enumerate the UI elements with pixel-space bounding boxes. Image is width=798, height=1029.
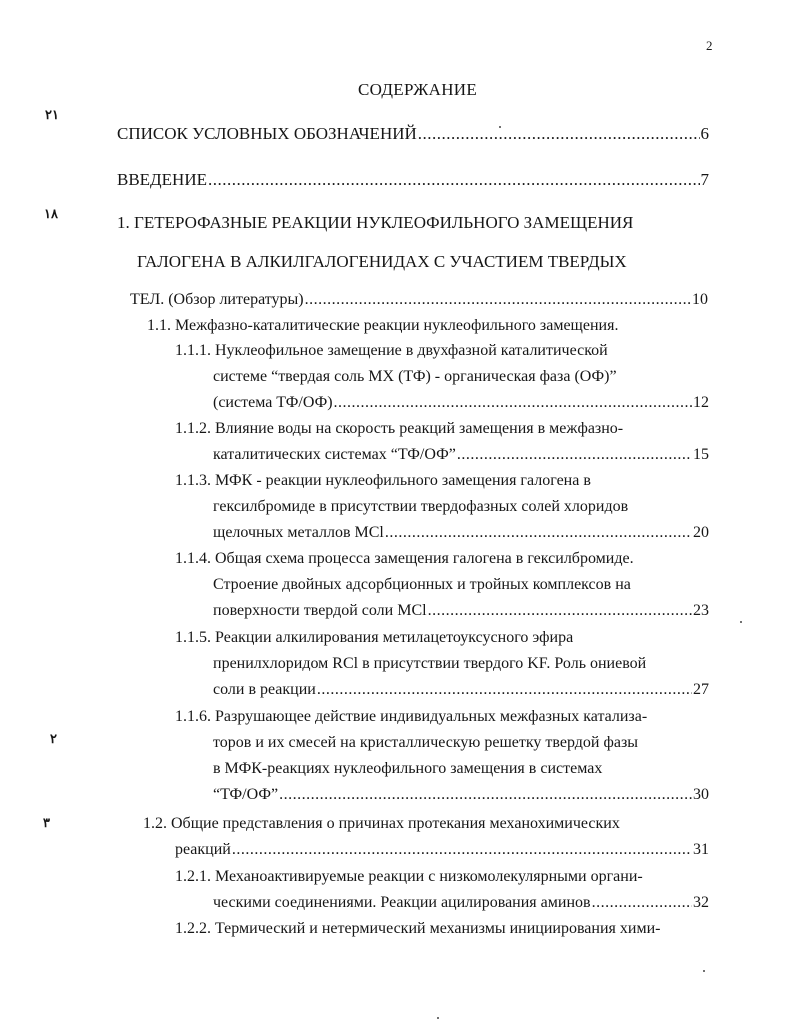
- scan-speck: [499, 126, 501, 128]
- toc-entry-1-1-5: [213, 681, 709, 699]
- toc-entry-line: 1.2. Общие представления о причинах протекания механохимических: [143, 815, 620, 832]
- toc-entry-line: 1.2.1. Механоактивируемые реакции с низкомолекулярными органи-: [175, 868, 643, 885]
- toc-entry-title: (система ТФ/ОФ): [213, 394, 333, 411]
- toc-entry-line: 1. ГЕТЕРОФАЗНЫЕ РЕАКЦИИ НУКЛЕОФИЛЬНОГО ЗАМЕЩЕНИЯ: [117, 213, 634, 232]
- dot-leader: [279, 786, 692, 804]
- toc-entry-1-1-1: [213, 394, 709, 412]
- toc-page-number: 10: [692, 291, 708, 308]
- toc-page-number: 32: [693, 894, 709, 911]
- toc-entry-line: системе “твердая соль MX (ТФ) - органическая фаза (ОФ)”: [213, 368, 617, 385]
- page-title: СОДЕРЖАНИЕ: [358, 80, 478, 99]
- toc-entry-line: ГАЛОГЕНА В АЛКИЛГАЛОГЕНИДАХ С УЧАСТИЕМ ТВЕРДЫХ: [137, 252, 627, 271]
- toc-page-number: 15: [693, 446, 709, 463]
- scan-speck: [740, 621, 742, 623]
- toc-entry-1-2-2: 1.2.2. Термический и нетермический механизмы инициирования хими-: [175, 920, 661, 937]
- toc-page-number: 6: [700, 124, 709, 143]
- margin-mark: ۲: [50, 731, 57, 746]
- scan-speck: [437, 1017, 439, 1019]
- toc-entry-abbreviations: [117, 124, 709, 144]
- toc-entry-title: СПИСОК УСЛОВНЫХ ОБОЗНАЧЕНИЙ: [117, 124, 417, 143]
- toc-entry-line: торов и их смесей на кристаллическую решетку твердой фазы: [213, 734, 639, 751]
- toc-entry-title: щелочных металлов MCl: [213, 524, 384, 541]
- toc-entry-1-2-1: [213, 894, 709, 912]
- toc-entry-line: гексилбромиде в присутствии твердофазных солей хлоридов: [213, 498, 629, 515]
- toc-page-number: 30: [693, 786, 709, 803]
- toc-entry-title: ческими соединениями. Реакции ацилирования аминов: [213, 894, 591, 911]
- toc-entry-title: соли в реакции: [213, 681, 316, 698]
- dot-leader: [232, 841, 692, 859]
- toc-entry-title: поверхности твердой соли MCl: [213, 602, 427, 619]
- dot-leader: [334, 394, 692, 412]
- toc-entry-section-1-1: 1.1. Межфазно-каталитические реакции нуклеофильного замещения.: [147, 317, 619, 334]
- dot-leader: [457, 446, 692, 464]
- dot-leader: [428, 602, 692, 620]
- page-number: 2: [706, 38, 713, 53]
- toc-page-number: 27: [693, 681, 709, 698]
- toc-entry-1-1-3: [213, 524, 709, 542]
- margin-mark: ۱۸: [44, 206, 58, 221]
- dot-leader: [305, 291, 691, 309]
- toc-entry-line: Строение двойных адсорбционных и тройных комплексов на: [213, 576, 631, 593]
- toc-entry-1-1-6: [213, 786, 709, 804]
- toc-entry-line: 1.1.1. Нуклеофильное замещение в двухфазной каталитической: [175, 342, 608, 359]
- toc-page-number: 20: [693, 524, 709, 541]
- toc-entry-chapter-1: [130, 291, 708, 309]
- toc-entry-1-1-4: [213, 602, 709, 620]
- toc-entry-line: пренилхлоридом RCl в присутствии твердого KF. Роль ониевой: [213, 655, 647, 672]
- toc-entry-section-1-2: [175, 841, 709, 859]
- dot-leader: [385, 524, 692, 542]
- toc-page-number: 7: [700, 170, 709, 189]
- dot-leader: [592, 894, 692, 912]
- dot-leader: [208, 170, 700, 190]
- margin-mark: ۳: [43, 815, 50, 830]
- toc-entry-1-1-2: [213, 446, 709, 464]
- toc-entry-title: ВВЕДЕНИЕ: [117, 170, 207, 189]
- toc-entry-introduction: [117, 170, 709, 190]
- toc-entry-line: 1.1.3. МФК - реакции нуклеофильного замещения галогена в: [175, 472, 591, 489]
- scan-speck: [703, 970, 705, 972]
- margin-mark: ۲۱: [45, 107, 59, 122]
- toc-entry-line: 1.1.6. Разрушающее действие индивидуальных межфазных катализа-: [175, 708, 648, 725]
- dot-leader: [317, 681, 692, 699]
- dot-leader: [418, 124, 700, 144]
- toc-entry-title: каталитических системах “ТФ/ОФ”: [213, 446, 456, 463]
- toc-entry-title: “ТФ/ОФ”: [213, 786, 279, 803]
- toc-entry-line: 1.1.4. Общая схема процесса замещения галогена в гексилбромиде.: [175, 550, 634, 567]
- toc-entry-line: 1.1.5. Реакции алкилирования метилацетоуксусного эфира: [175, 629, 574, 646]
- toc-page-number: 23: [693, 602, 709, 619]
- toc-entry-line: 1.1.2. Влияние воды на скорость реакций замещения в межфазно-: [175, 420, 624, 437]
- toc-page-number: 31: [693, 841, 709, 858]
- toc-entry-title: реакций: [175, 841, 231, 858]
- toc-entry-line: в МФК-реакциях нуклеофильного замещения в системах: [213, 760, 603, 777]
- toc-entry-title: ТЕЛ. (Обзор литературы): [130, 291, 304, 308]
- toc-page-number: 12: [693, 394, 709, 411]
